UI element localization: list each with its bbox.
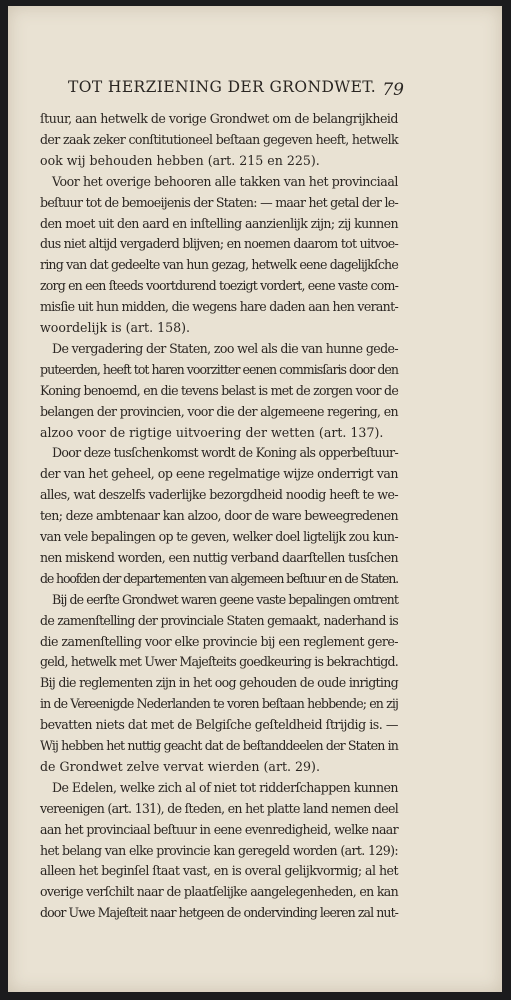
line-text: Bij die reglementen zijn in het oog gehouden de oude inrigting (40, 675, 398, 691)
text-line (8, 317, 502, 339)
line-text: nen miskend worden, een nuttig verband daarſtellen tusſchen (40, 549, 398, 565)
text-line (8, 401, 502, 423)
line-text: de zamenſtelling der provinciale Staten gemaakt, naderhand is (40, 612, 398, 628)
line-text: beſtuur tot de bemoeijenis der Staten: — maar het getal der le- (40, 194, 398, 210)
text-line (8, 484, 502, 506)
line-text: Wij hebben het nuttig geacht dat de beſtanddeelen der Staten in (40, 738, 398, 753)
text-line (8, 422, 502, 444)
text-line (8, 735, 502, 757)
paragraph-first-line (8, 171, 502, 193)
text-line (8, 108, 502, 130)
text-line (8, 526, 502, 548)
line-text: die zamenſtelling voor elke provincie bij een reglement gere- (40, 633, 398, 649)
paragraph-first-line (8, 442, 502, 464)
text-line (8, 213, 502, 235)
line-text: der zaak zeker conſtitutioneel beſtaan gegeven heeft, hetwelk (40, 131, 398, 147)
line-text: Bij de eerſte Grondwet waren geene vaste bepalingen omtrent (52, 591, 398, 607)
text-line (8, 672, 502, 694)
text-line (8, 860, 502, 882)
line-text: alzoo voor de rigtige uitvoering der wetten (art. 137). (40, 424, 384, 440)
line-text: Door deze tusſchenkomst wordt de Koning als opperbeſtuur- (52, 445, 398, 461)
book-page (8, 6, 502, 992)
text-line (8, 192, 502, 214)
text-line (8, 610, 502, 632)
line-text: der van het geheel, op eene regelmatige wijze onderrigt van (40, 466, 398, 482)
line-text: woordelijk is (art. 158). (40, 320, 191, 335)
line-text: alles, wat deszelfs vaderlijke bezorgdheid noodig heeft te we- (40, 487, 398, 503)
text-line (8, 359, 502, 381)
line-text: misſie uit hun midden, die wegens hare daden aan hen verant- (40, 299, 398, 315)
line-text: door Uwe Majeſteit naar hetgeen de ondervinding leeren zal nut- (40, 905, 398, 921)
line-text: zorg en een ſteeds voortdurend toezigt vordert, eene vaste com- (40, 278, 398, 294)
text-line (8, 233, 502, 255)
line-text: De vergadering der Staten, zoo wel als die van hunne gede- (52, 340, 398, 356)
text-line (8, 902, 502, 924)
page-header (8, 78, 502, 108)
line-text: de Grondwet zelve vervat wierden (art. 29). (40, 758, 320, 774)
line-text: in de Vereenigde Nederlanden te voren beſtaan hebbende; en zij (40, 696, 398, 712)
line-text: het belang van elke provincie kan geregeld worden (art. 129): (40, 842, 398, 858)
line-text: bevatten niets dat met de Belgiſche geſteldheid ſtrijdig is. — (40, 717, 398, 733)
line-text: Koning benoemd, en die tevens belast is met de zorgen voor de (40, 382, 398, 398)
line-text: belangen der provincien, voor die der algemeene regering, en (40, 403, 398, 419)
line-text: alleen het beginſel ſtaat vast, en is overal gelijkvormig; al het (40, 863, 398, 879)
line-text: De Edelen, welke zich al of niet tot ridderſchappen kunnen (52, 779, 398, 795)
line-text: de hoofden der departementen van algemeen beſtuur en de Staten. (40, 570, 398, 586)
page-number: 79 (382, 80, 404, 100)
text-line (8, 819, 502, 841)
line-text: ring van dat gedeelte van hun gezag, hetwelk eene dagelijkſche (40, 257, 398, 273)
line-text: geld, hetwelk met Uwer Majeſteits goedkeuring is bekrachtigd. (40, 654, 398, 670)
text-line (8, 547, 502, 569)
line-text: van vele bepalingen op te geven, welker doel ligtelijk zou kun- (40, 529, 398, 544)
text-line (8, 380, 502, 402)
text-line (8, 150, 502, 172)
text-line (8, 840, 502, 862)
line-text: puteerden, heeft tot haren voorzitter eenen commisſaris door den (40, 361, 398, 377)
line-text: vereenigen (art. 131), de ſteden, en het platte land nemen deel (40, 800, 399, 816)
paragraph-first-line (8, 338, 502, 360)
line-text: dus niet altijd vergaderd blijven; en noemen daarom tot uitvoe- (40, 236, 398, 252)
text-line (8, 693, 502, 715)
line-text: ten; deze ambtenaar kan alzoo, door de ware beweegredenen (40, 508, 398, 524)
line-text: ſtuur, aan hetwelk de vorige Grondwet om de belangrijkheid (40, 111, 398, 126)
line-text: Voor het overige behooren alle takken van het provinciaal (52, 173, 398, 189)
text-line (8, 881, 502, 903)
text-line (8, 254, 502, 276)
text-line (8, 129, 502, 151)
text-line (8, 275, 502, 297)
line-text: overige verſchilt naar de plaatſelijke aangelegenheden, en kan (40, 884, 398, 900)
text-line (8, 798, 502, 820)
line-text: den moet uit den aard en inſtelling aanzienlijk zijn; zij kunnen (40, 215, 398, 231)
text-line (8, 651, 502, 673)
line-text: ook wij behouden hebben (art. 215 en 225). (40, 152, 320, 168)
text-line (8, 463, 502, 485)
paragraph-first-line (8, 777, 502, 799)
line-text: aan het provinciaal beſtuur in eene evenredigheid, welke naar (40, 821, 399, 837)
text-line (8, 714, 502, 736)
text-line (8, 505, 502, 527)
text-line (8, 568, 502, 590)
paragraph-first-line (8, 589, 502, 611)
text-line (8, 756, 502, 778)
running-title: TOT HERZIENING DER GRONDWET. (68, 78, 377, 96)
text-line (8, 631, 502, 653)
text-line (8, 296, 502, 318)
